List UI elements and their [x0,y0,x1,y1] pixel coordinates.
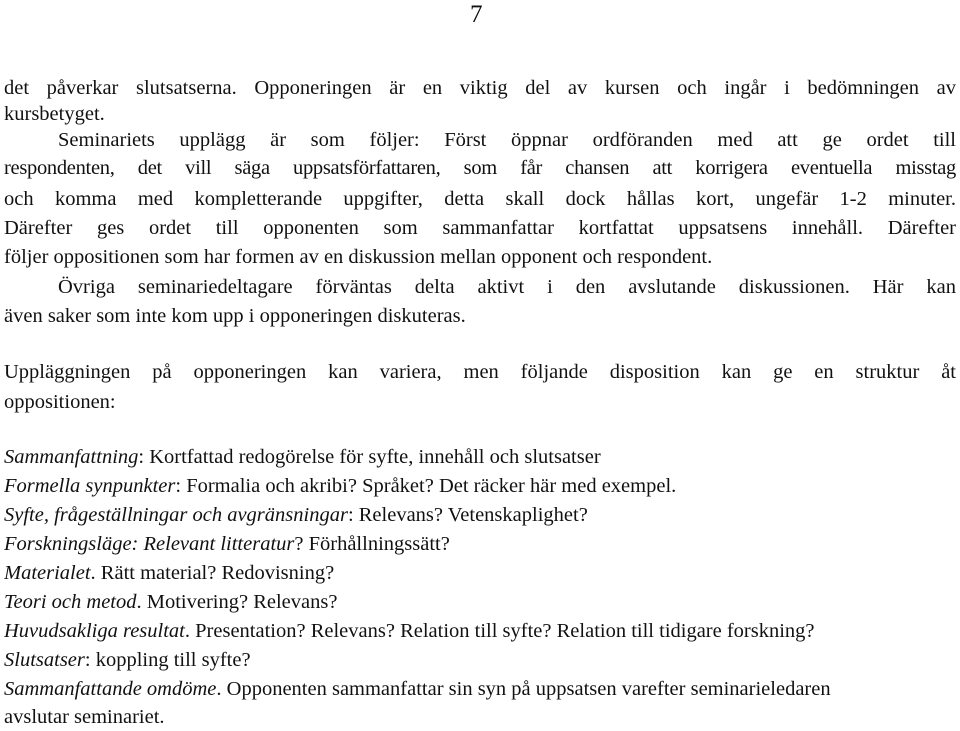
disposition-item [4,617,956,645]
disposition-term: Formella synpunkter [4,475,176,497]
disposition-term: Syfte, frågeställningar och avgränsningar [4,504,348,526]
paragraph-line: följer oppositionen som har formen av en diskussion mellan opponent och respondent. [4,246,713,268]
disposition-item [4,472,956,500]
paragraph-line: även saker som inte kom upp i opponeringen diskuteras. [4,305,466,327]
disposition-text: : Formalia och akribi? Språket? Det räcker här med exempel. [175,475,677,497]
paragraph-line: Seminariets upplägg är som följer: Först öppnar ordföranden med att ge ordet till [58,129,956,151]
disposition-text: . Presentation? Relevans? Relation till syfte? Relation till tidigare forskning? [184,620,815,642]
disposition-text: ? Förhållningssätt? [294,533,450,555]
disposition-term: Forskningsläge: Relevant litteratur [4,533,295,555]
paragraph-line: det påverkar slutsatserna. Opponeringen är en viktig del av kursen och ingår i bedömningen av [4,77,956,99]
disposition-term: Materialet [4,562,91,584]
disposition-item [4,443,956,471]
paragraph-line: Uppläggningen på opponeringen kan variera, men följande disposition kan ge en struktur åt [4,361,956,383]
disposition-term: Slutsatser [4,649,85,671]
disposition-term: Sammanfattning [4,446,139,468]
disposition-term: Huvudsakliga resultat [4,620,185,642]
disposition-text: . Rätt material? Redovisning? [90,562,335,584]
disposition-text: : Kortfattad redogörelse för syfte, innehåll och slutsatser [138,446,601,468]
paragraph-line: kursbetyget. [4,103,105,125]
disposition-item [4,530,956,558]
paragraph-line: oppositionen: [4,391,116,413]
paragraph-line: och komma med kompletterande uppgifter, detta skall dock hållas kort, ungefär 1-2 minuter. [4,188,956,210]
paragraph-line: Övriga seminariedeltagare förväntas delta aktivt i den avslutande diskussionen. Här kan [58,276,956,298]
disposition-term: Teori och metod [4,591,137,613]
disposition-item [4,588,956,616]
paragraph-line: respondenten, det vill säga uppsatsförfattaren, som får chansen att korrigera eventuella misstag [4,157,956,179]
disposition-item [4,559,956,587]
disposition-text: . Opponenten sammanfattar sin syn på uppsatsen varefter seminarieledaren [216,678,831,700]
disposition-text: : Relevans? Vetenskaplighet? [347,504,588,526]
disposition-item [4,646,956,674]
disposition-item [4,675,956,703]
paragraph-line: Därefter ges ordet till opponenten som sammanfattar kortfattat uppsatsens innehåll. Därefter [4,217,956,239]
disposition-text: . Motivering? Relevans? [136,591,338,613]
disposition-item-continuation: avslutar seminariet. [4,706,165,728]
disposition-term: Sammanfattande omdöme [4,678,217,700]
disposition-text: : koppling till syfte? [84,649,251,671]
disposition-item [4,501,956,529]
page-number: 7 [470,1,483,28]
